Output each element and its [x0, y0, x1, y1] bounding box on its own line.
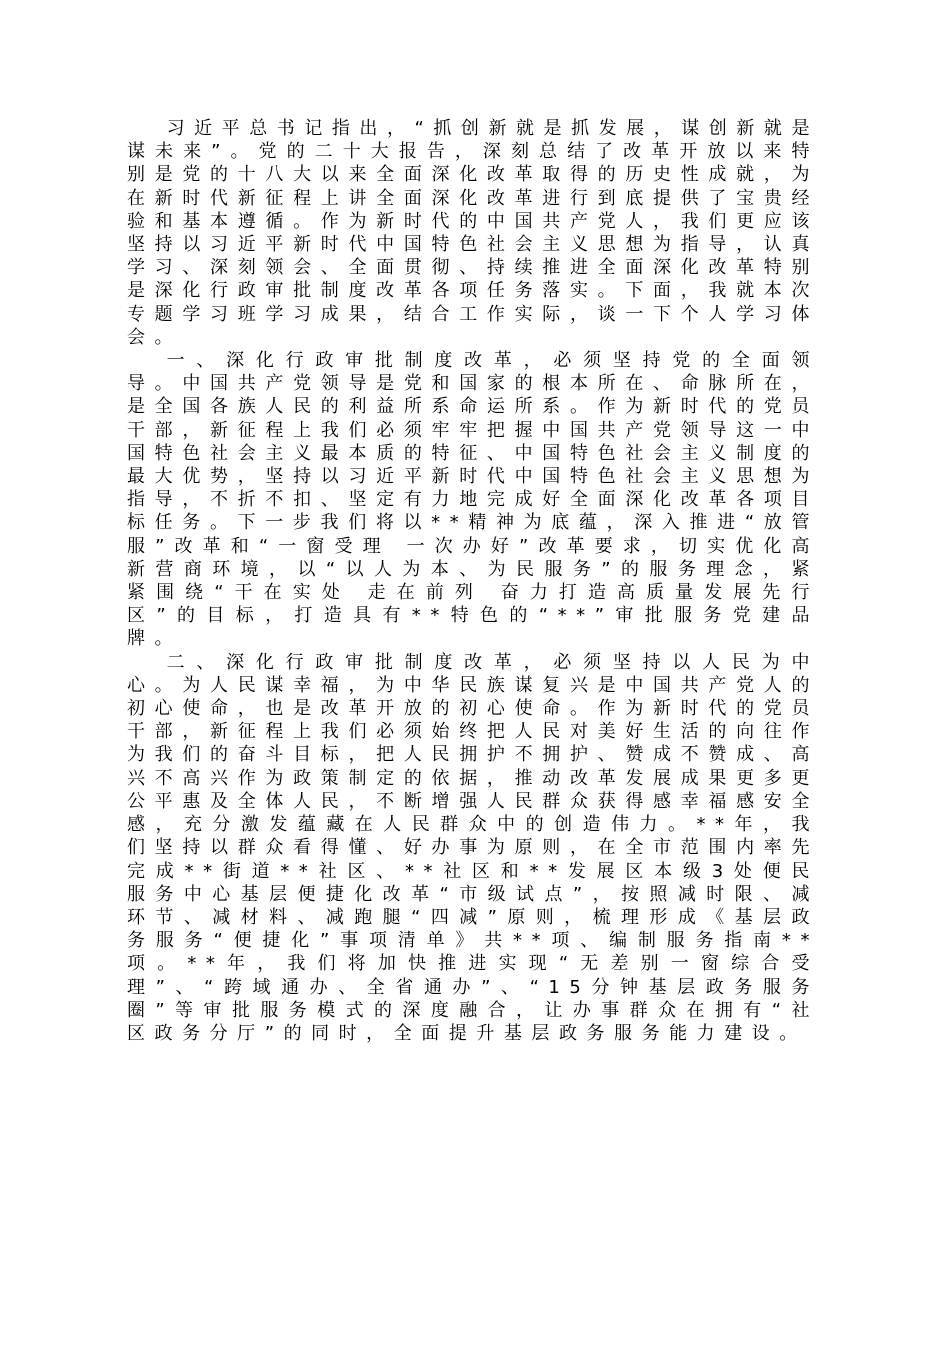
section-one-paragraph: 一、深化行政审批制度改革，必须坚持党的全面领导。中国共产党领导是党和国家的根本所在、命脉所在，是全国各族人民的利益所系命运所系。作为新时代的党员干部，新征程上我们必须牢牢把握中国共产党领导这一中国特色社会主义最本质的特征、中国特色社会主义制度的最大优势，坚持以习近平新时代中国特色社会主义思想为指导，不折不扣、坚定有力地完成好全面深化改革各项目标任务。下一步我们将以**精神为底蕴，深入推进“放管服”改革和“一窗受理 一次办好”改革要求，切实优化高新营商环境，以“以人为本、为民服务”的服务理念，紧紧围绕“干在实处 走在前列 奋力打造高质量发展先行区”的目标，打造具有**特色的“**”审批服务党建品牌。	[127, 350, 819, 650]
document-body	[127, 117, 819, 1045]
section-two-paragraph: 二、深化行政审批制度改革，必须坚持以人民为中心。为人民谋幸福，为中华民族谋复兴是中国共产党人的初心使命，也是改革开放的初心使命。作为新时代的党员干部，新征程上我们必须始终把人民对美好生活的向往作为我们的奋斗目标，把人民拥护不拥护、赞成不赞成、高兴不高兴作为政策制定的依据，推动改革发展成果更多更公平惠及全体人民，不断增强人民群众获得感幸福感安全感，充分激发蕴藏在人民群众中的创造伟力。**年，我们坚持以群众看得懂、好办事为原则，在全市范围内率先完成**街道**社区、**社区和**发展区本级3处便民服务中心基层便捷化改革“市级试点”，按照减时限、减环节、减材料、减跑腿“四减”原则，梳理形成《基层政务服务“便捷化”事项清单》共**项、编制服务指南**项。**年，我们将加快推进实现“无差别一窗综合受理”、“跨域通办、全省通办”、“15分钟基层政务服务圈”等审批服务模式的深度融合，让办事群众在拥有“社区政务分厅”的同时，全面提升基层政务服务能力建设。	[127, 651, 819, 1044]
intro-paragraph: 习近平总书记指出，“抓创新就是抓发展，谋创新就是谋未来”。党的二十大报告，深刻总结了改革开放以来特别是党的十八大以来全面深化改革取得的历史性成就，为在新时代新征程上讲全面深化改革进行到底提供了宝贵经验和基本遵循。作为新时代的中国共产党人，我们更应该坚持以习近平新时代中国特色社会主义思想为指导，认真学习、深刻领会、全面贯彻、持续推进全面深化改革特别是深化行政审批制度改革各项任务落实。下面，我就本次专题学习班学习成果，结合工作实际，谈一下个人学习体会。	[127, 118, 819, 348]
